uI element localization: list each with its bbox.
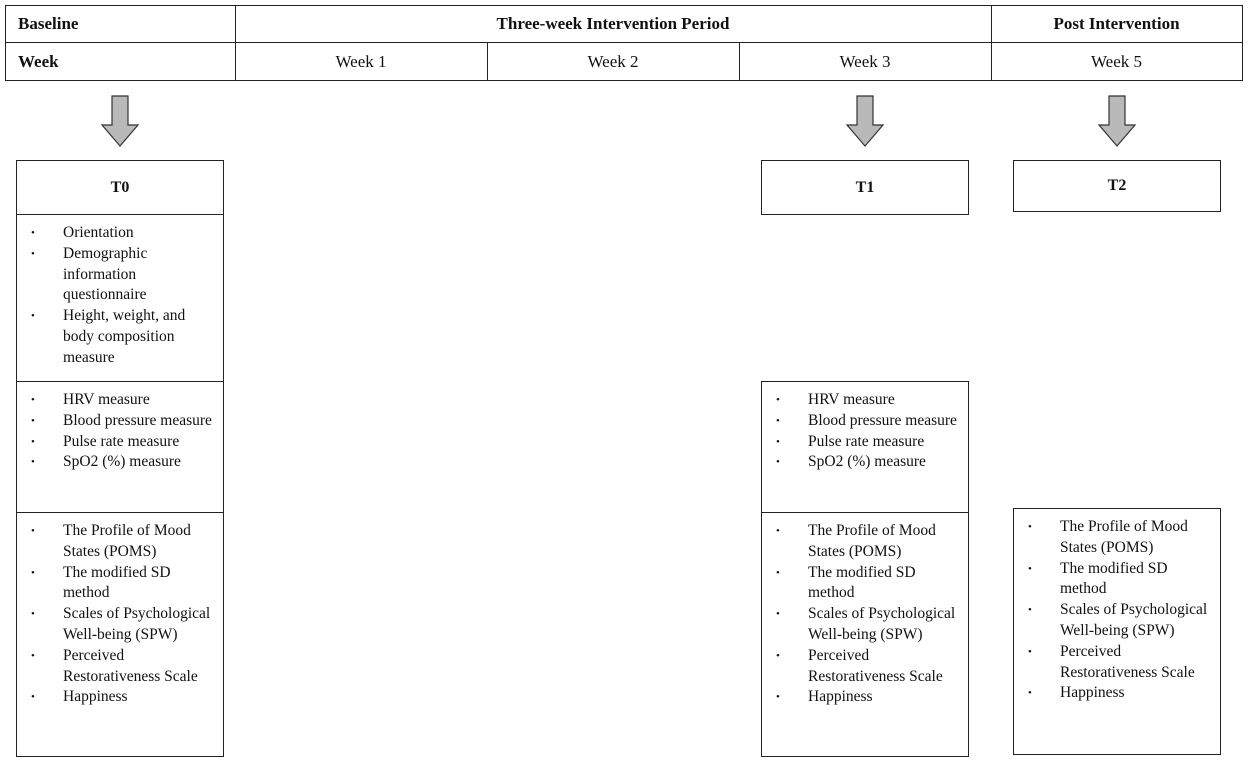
- week-label: Week: [18, 51, 59, 71]
- week-5-cell: Week 5: [1090, 51, 1143, 71]
- list-item: • SpO2 (%) measure: [27, 452, 217, 473]
- t0-label-box: T0: [16, 160, 224, 215]
- t1-physiological-measures-box: [761, 381, 969, 513]
- list-item: • Pulse rate measure: [27, 432, 217, 453]
- list-item: • HRV measure: [27, 390, 217, 411]
- list-item: • The modified SD method: [1024, 559, 1214, 601]
- t0-psychological-measures-box: [16, 512, 224, 757]
- t2-label-box: T2: [1013, 160, 1221, 212]
- down-arrow-icon: [1097, 95, 1137, 147]
- list-item: • Scales of Psychological Well-being (SPW): [1024, 600, 1214, 642]
- post-intervention-heading: Post Intervention: [1053, 14, 1180, 33]
- list-item: • HRV measure: [772, 390, 962, 411]
- t0-baseline-measures-box: [16, 214, 224, 382]
- baseline-heading: Baseline: [18, 14, 79, 33]
- list-item: • The modified SD method: [27, 563, 217, 605]
- list-item: • The Profile of Mood States (POMS): [27, 521, 217, 563]
- week-1-cell: Week 1: [335, 51, 387, 71]
- list-item: • Happiness: [1024, 683, 1214, 704]
- t1-psychological-measures-box: [761, 512, 969, 757]
- list-item: • Blood pressure measure: [27, 411, 217, 432]
- week-3-cell: Week 3: [839, 51, 891, 71]
- list-item: • Scales of Psychological Well-being (SPW): [772, 604, 962, 646]
- t1-label-box: T1: [761, 160, 969, 215]
- timeline-header-table: [5, 5, 1243, 81]
- list-item: • The modified SD method: [772, 563, 962, 605]
- list-item: • Perceived Restorativeness Scale: [772, 646, 962, 688]
- list-item: • Orientation: [27, 223, 217, 244]
- list-item: • Demographic information questionnaire: [27, 244, 217, 306]
- list-item: • Blood pressure measure: [772, 411, 962, 432]
- list-item: • Perceived Restorativeness Scale: [1024, 642, 1214, 684]
- list-item: • Happiness: [27, 687, 217, 708]
- list-item: • Perceived Restorativeness Scale: [27, 646, 217, 688]
- list-item: • Scales of Psychological Well-being (SPW): [27, 604, 217, 646]
- list-item: • Happiness: [772, 687, 962, 708]
- list-item: • Height, weight, and body composition measure: [27, 306, 217, 368]
- list-item: • The Profile of Mood States (POMS): [1024, 517, 1214, 559]
- list-item: • The Profile of Mood States (POMS): [772, 521, 962, 563]
- list-item: • Pulse rate measure: [772, 432, 962, 453]
- down-arrow-icon: [100, 95, 140, 147]
- week-2-cell: Week 2: [587, 51, 639, 71]
- list-item: • SpO2 (%) measure: [772, 452, 962, 473]
- intervention-period-heading: Three-week Intervention Period: [496, 14, 730, 33]
- down-arrow-icon: [845, 95, 885, 147]
- t0-physiological-measures-box: [16, 381, 224, 513]
- t2-psychological-measures-box: [1013, 508, 1221, 755]
